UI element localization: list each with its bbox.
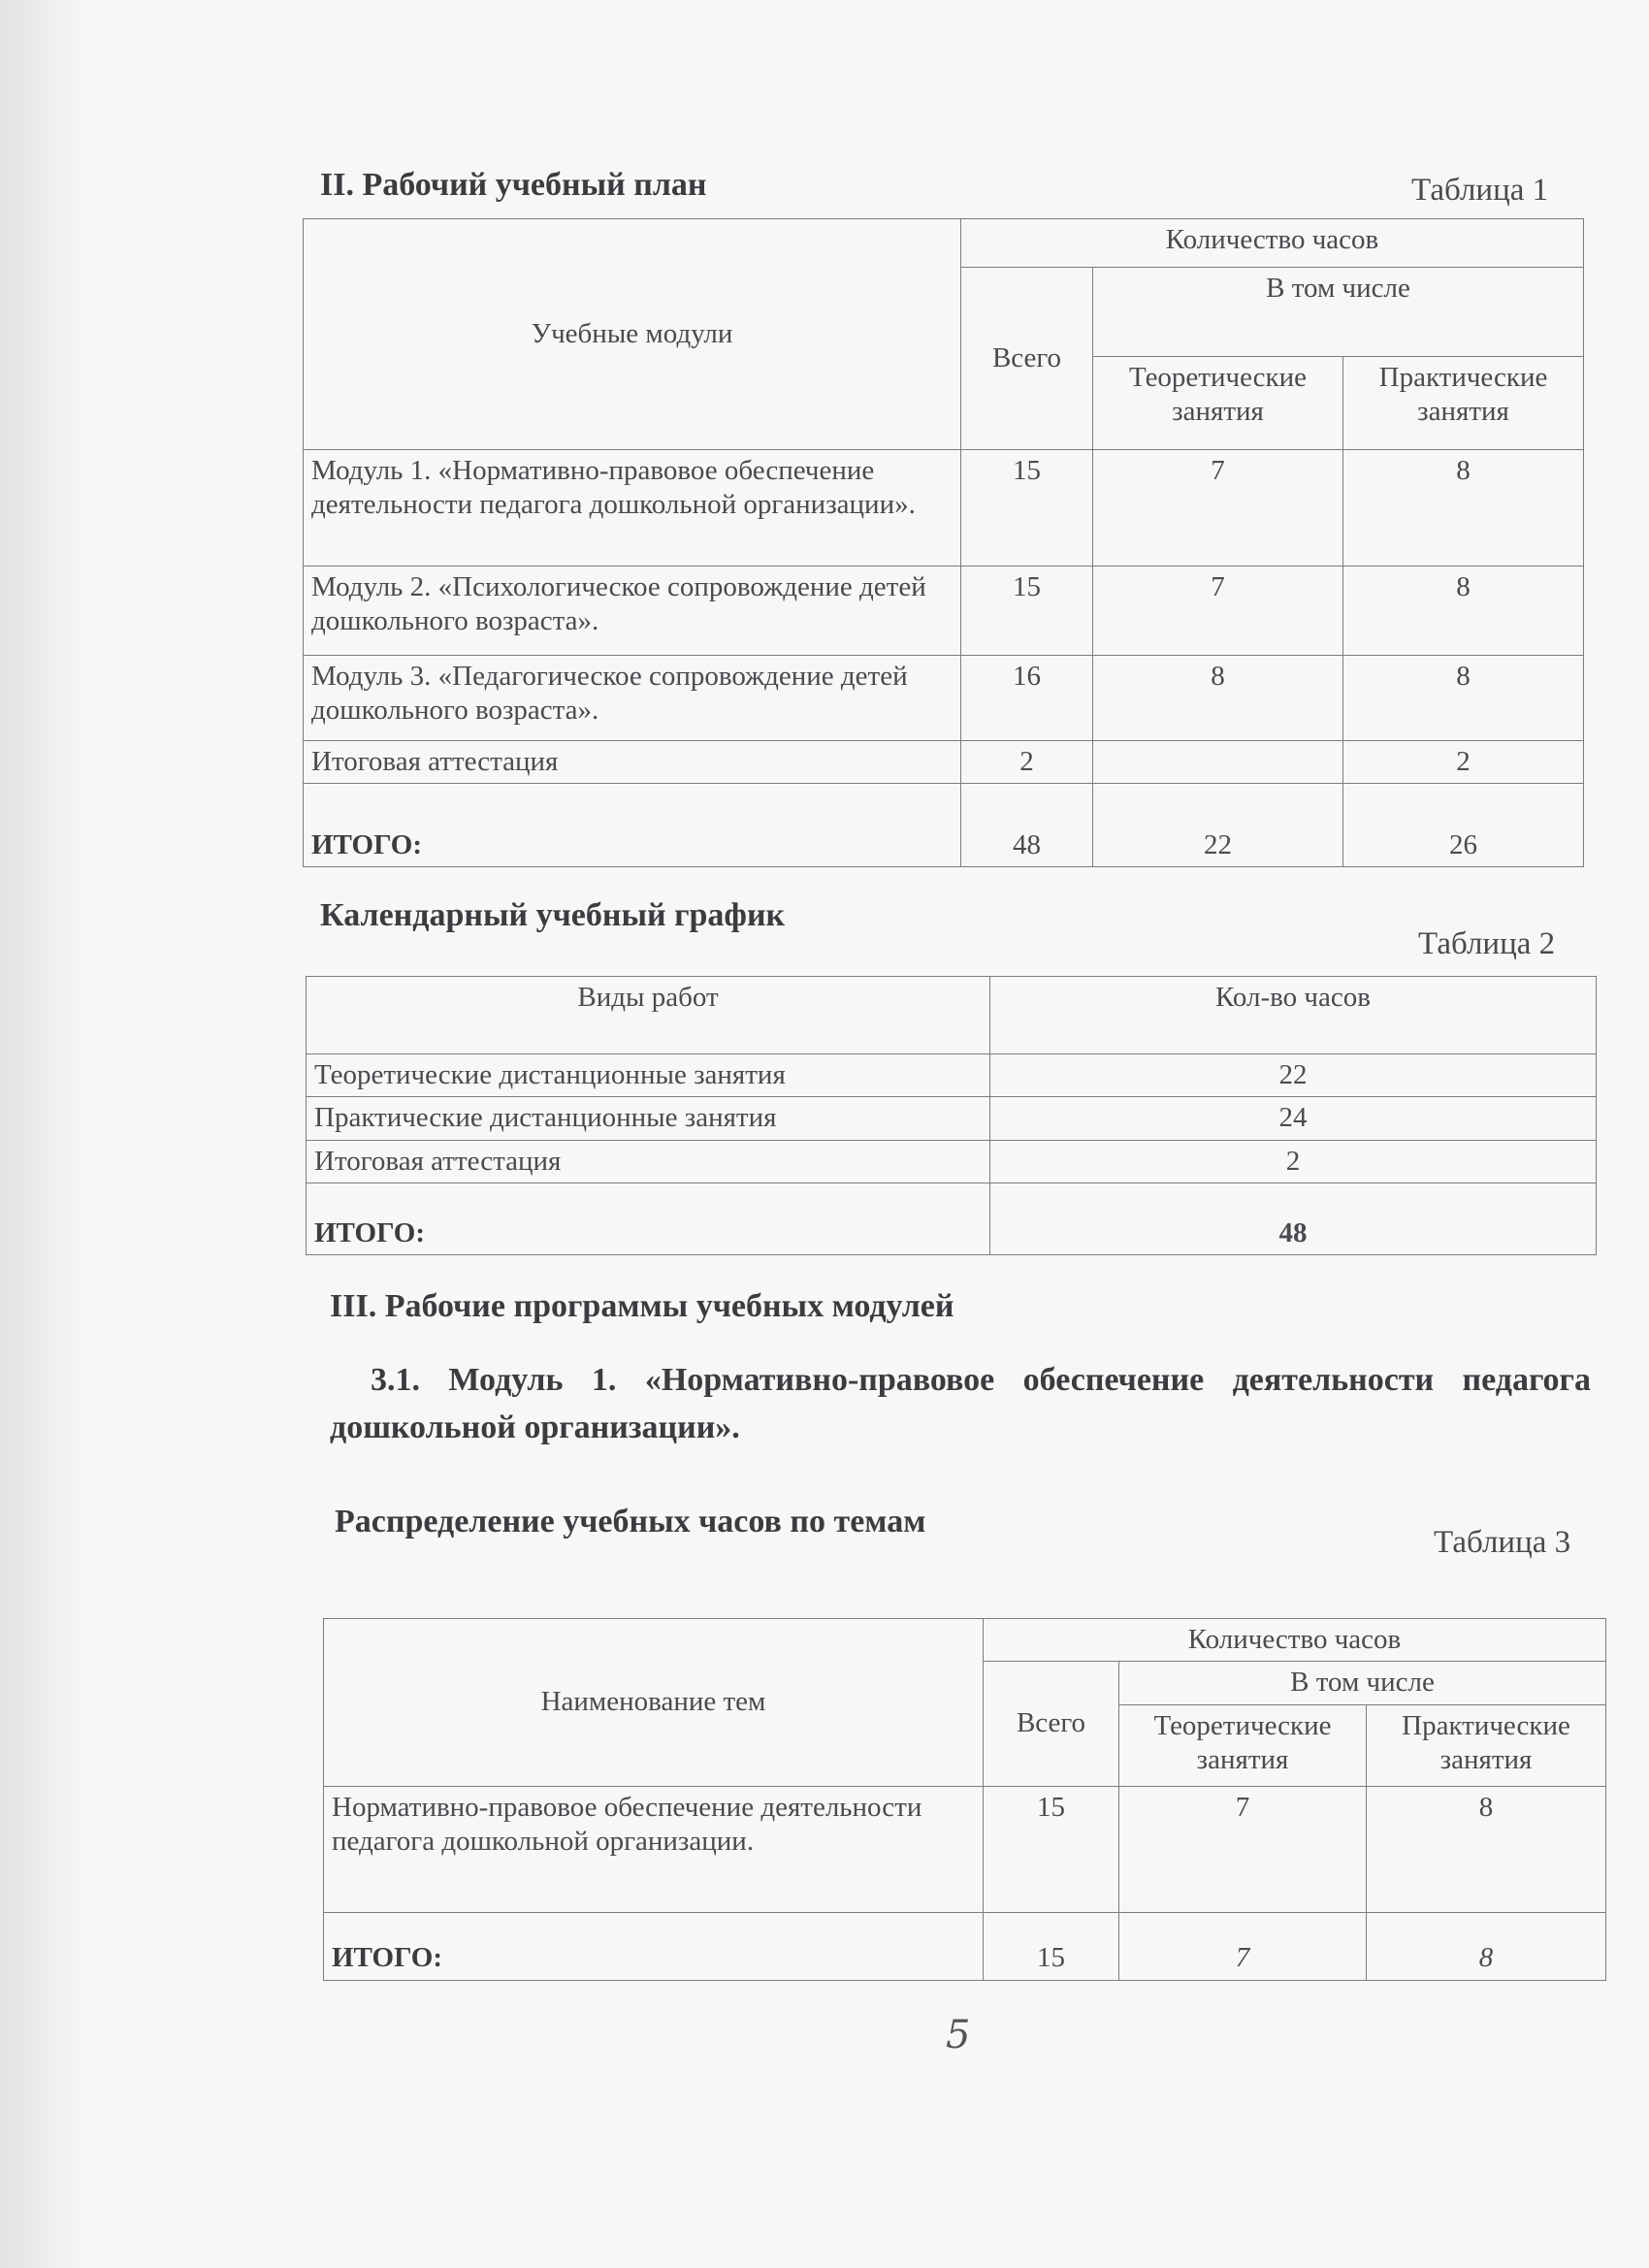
distribution-title: Распределение учебных часов по темам <box>335 1504 926 1539</box>
header-practice: Практические занятия <box>1367 1704 1606 1786</box>
row-name: Нормативно-правовое обеспечение деятельности педагога дошкольной организации. <box>324 1786 984 1912</box>
total-practice: 26 <box>1343 784 1584 867</box>
header-theory: Теоретические занятия <box>1093 357 1343 450</box>
table-1-label: Таблица 1 <box>1411 173 1549 208</box>
header-hours: Количество часов <box>984 1619 1606 1662</box>
row-total: 15 <box>961 567 1093 656</box>
study-plan-table <box>303 218 1584 867</box>
row-name: Теоретические дистанционные занятия <box>307 1054 990 1097</box>
row-theory: 7 <box>1093 450 1343 567</box>
header-total: Всего <box>961 268 1093 450</box>
header-including: В том числе <box>1093 268 1584 357</box>
total-row <box>304 784 1584 867</box>
row-practice: 8 <box>1343 450 1584 567</box>
total-all: 15 <box>984 1912 1119 1980</box>
total-theory: 7 <box>1119 1912 1367 1980</box>
table-2-label: Таблица 2 <box>1418 926 1556 961</box>
table-row <box>307 1054 1597 1097</box>
section-3-title: III. Рабочие программы учебных модулей <box>330 1288 954 1324</box>
row-name: Итоговая аттестация <box>307 1140 990 1183</box>
header-type: Виды работ <box>307 977 990 1054</box>
table-row <box>307 1140 1597 1183</box>
row-hours: 24 <box>990 1097 1597 1140</box>
row-practice: 8 <box>1343 656 1584 741</box>
table-row <box>307 1097 1597 1140</box>
table-row <box>304 567 1584 656</box>
header-total: Всего <box>984 1662 1119 1786</box>
section-2-title: II. Рабочий учебный план <box>320 167 707 203</box>
header-practice: Практические занятия <box>1343 357 1584 450</box>
table-row <box>304 741 1584 784</box>
row-practice: 8 <box>1343 567 1584 656</box>
table-row <box>304 450 1584 567</box>
table-row <box>304 656 1584 741</box>
total-practice: 8 <box>1367 1912 1606 1980</box>
row-practice: 8 <box>1367 1786 1606 1912</box>
row-hours: 2 <box>990 1140 1597 1183</box>
header-modules: Учебные модули <box>304 219 961 450</box>
topics-table <box>323 1618 1606 1981</box>
row-total: 15 <box>984 1786 1119 1912</box>
total-label: ИТОГО: <box>304 784 961 867</box>
row-name: Модуль 3. «Педагогическое сопровождение детей дошкольного возраста». <box>304 656 961 741</box>
row-name: Модуль 1. «Нормативно-правовое обеспечение деятельности педагога дошкольной организации». <box>304 450 961 567</box>
table-row <box>324 1786 1606 1912</box>
row-hours: 22 <box>990 1054 1597 1097</box>
row-theory: 7 <box>1119 1786 1367 1912</box>
header-hours: Кол-во часов <box>990 977 1597 1054</box>
calendar-table <box>306 976 1597 1255</box>
header-including: В том числе <box>1119 1662 1606 1704</box>
row-name: Итоговая аттестация <box>304 741 961 784</box>
total-row <box>307 1183 1597 1255</box>
header-hours: Количество часов <box>961 219 1584 268</box>
row-theory: 7 <box>1093 567 1343 656</box>
header-topics: Наименование тем <box>324 1619 984 1787</box>
total-label: ИТОГО: <box>324 1912 984 1980</box>
row-name: Модуль 2. «Психологическое сопровождение детей дошкольного возраста». <box>304 567 961 656</box>
row-total: 16 <box>961 656 1093 741</box>
row-total: 15 <box>961 450 1093 567</box>
total-label: ИТОГО: <box>307 1183 990 1255</box>
row-practice: 2 <box>1343 741 1584 784</box>
module-1-heading: 3.1. Модуль 1. «Нормативно-правовое обеспечение деятельности педагога дошкольной организации». <box>330 1362 1591 1446</box>
total-all: 48 <box>961 784 1093 867</box>
table-3-label: Таблица 3 <box>1434 1525 1571 1560</box>
page-number: 5 <box>946 2013 971 2057</box>
total-theory: 22 <box>1093 784 1343 867</box>
total-row <box>324 1912 1606 1980</box>
row-theory <box>1093 741 1343 784</box>
row-name: Практические дистанционные занятия <box>307 1097 990 1140</box>
calendar-title: Календарный учебный график <box>320 897 786 933</box>
row-theory: 8 <box>1093 656 1343 741</box>
header-theory: Теоретические занятия <box>1119 1704 1367 1786</box>
row-total: 2 <box>961 741 1093 784</box>
total-hours: 48 <box>990 1183 1597 1255</box>
